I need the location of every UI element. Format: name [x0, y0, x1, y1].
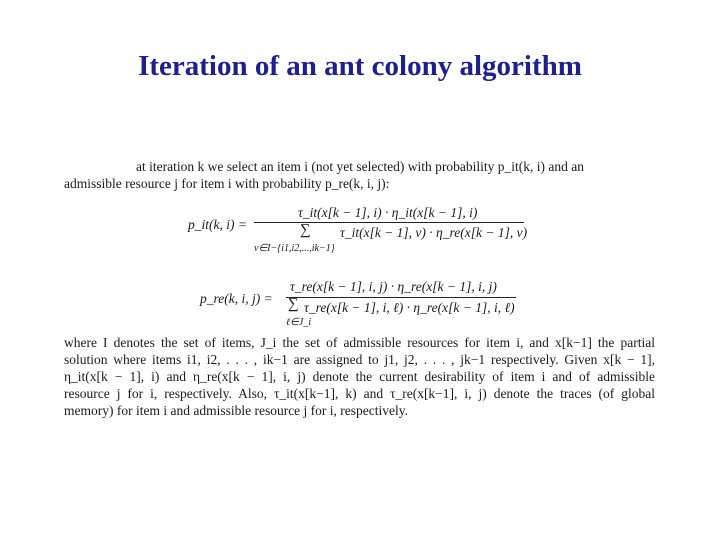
eq1-sum-index: ν∈I−{i1,i2,...,ik−1} — [254, 243, 335, 254]
paragraph-line-2: solution where items i1, i2, . . . , ik−1 are assigned to j1, j2, . . . , jk−1 respectively. Given x[k − 1], — [64, 352, 655, 367]
intro-line-2: admissible resource j for item i with probability p_re(k, i, j): — [64, 176, 390, 191]
eq2-numerator: τ_re(x[k − 1], i, j) · η_re(x[k − 1], i, j) — [290, 279, 497, 294]
document-excerpt — [64, 154, 664, 426]
paragraph-line-5: memory) for item i and admissible resource j for i, respectively. — [64, 403, 409, 418]
eq1-denominator: τ_it(x[k − 1], ν) · η_re(x[k − 1], ν) — [340, 225, 528, 240]
eq1-numerator: τ_it(x[k − 1], i) · η_it(x[k − 1], i) — [298, 205, 478, 220]
eq1-lhs: p_it(k, i) = — [188, 217, 247, 232]
eq2-fraction-bar — [286, 297, 516, 298]
paragraph-line-3: η_it(x[k − 1], i) and η_re(x[k − 1], i, j) denote the current desirability of item i and of admissible — [64, 369, 655, 384]
slide-title: Iteration of an ant colony algorithm — [138, 50, 582, 82]
eq2-denominator: τ_re(x[k − 1], i, ℓ) · η_re(x[k − 1], i, ℓ) — [304, 300, 515, 315]
intro-line-1: at iteration k we select an item i (not yet selected) with probability p_it(k, i) and an — [136, 159, 584, 174]
paragraph-line-1: where I denotes the set of items, J_i the set of admissible resources for item i, and x[k−1] the partial — [64, 335, 655, 350]
eq2-sum-index: ℓ∈J_i — [286, 317, 312, 328]
paragraph-line-4: resource j for i, respectively. Also, τ_it(x[k−1], k) and τ_re(x[k−1], i, j) denote the traces (of global — [64, 386, 655, 401]
eq1-fraction-bar — [254, 222, 524, 223]
eq2-sum-symbol: ∑ — [288, 296, 299, 312]
eq1-sum-symbol: ∑ — [300, 222, 311, 238]
eq2-lhs: p_re(k, i, j) = — [200, 291, 273, 306]
